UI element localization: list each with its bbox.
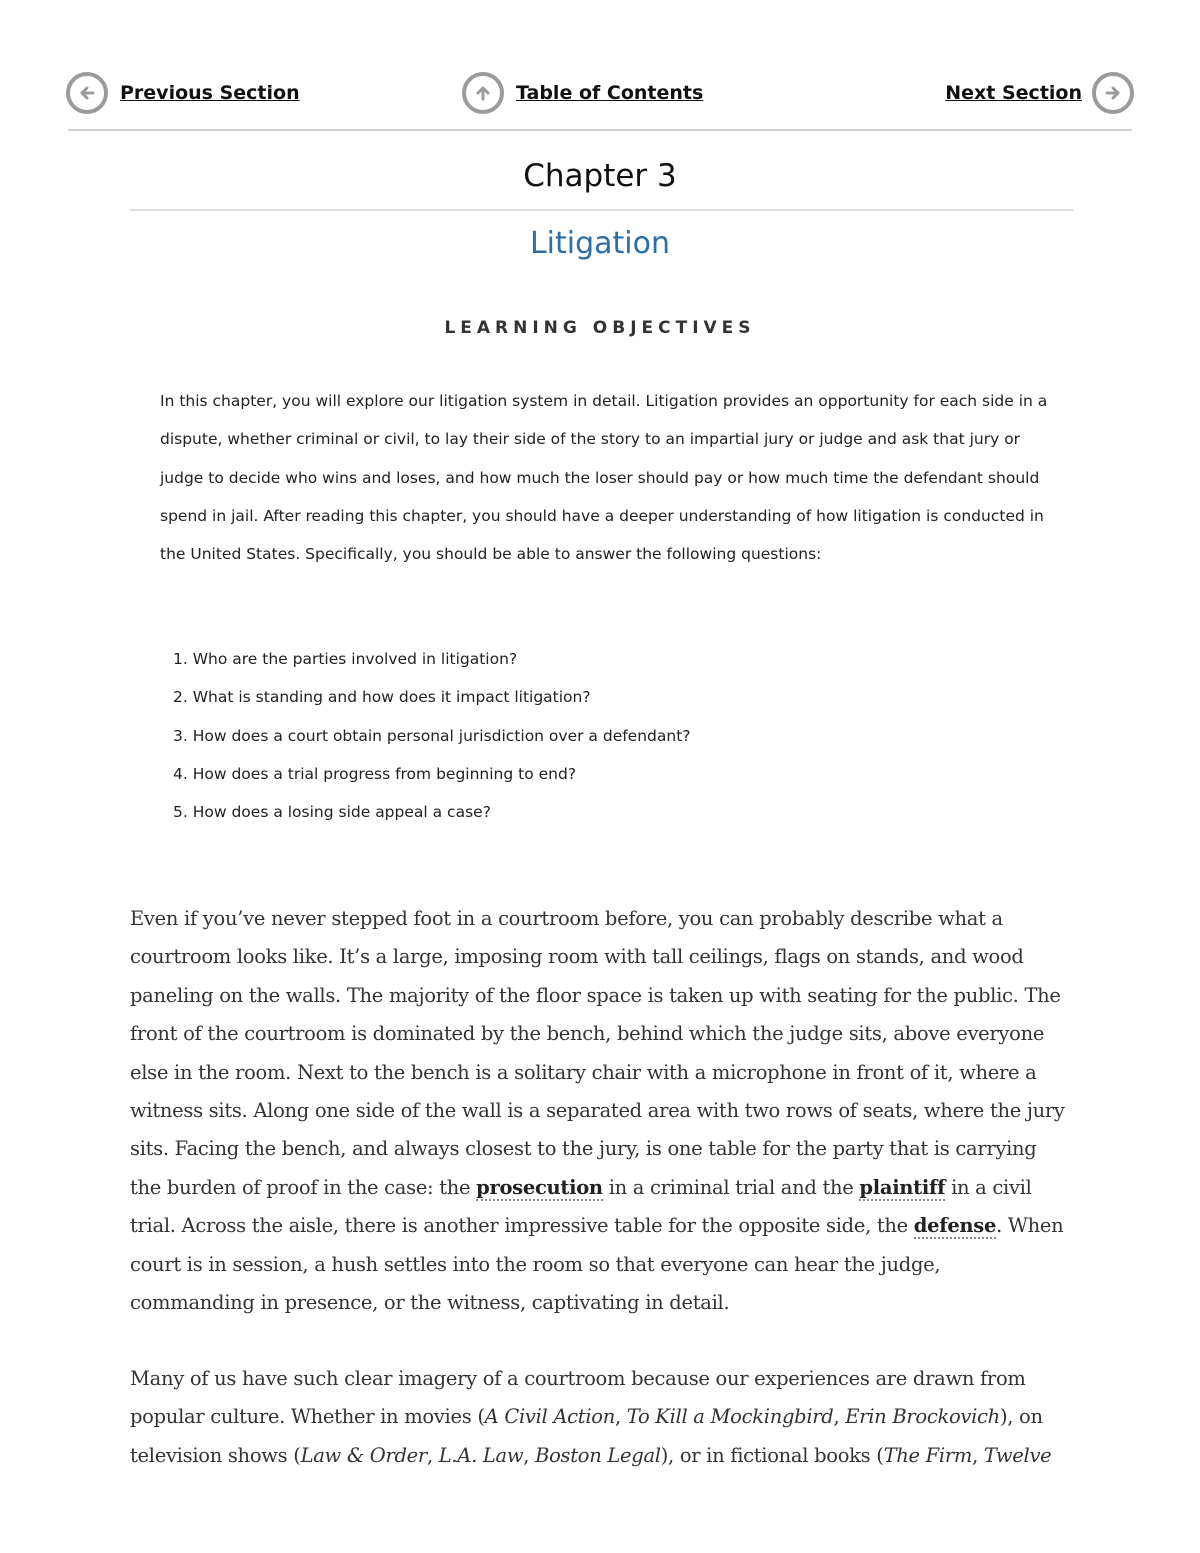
body-paragraph: [130, 1360, 1070, 1475]
chapter-divider: [130, 209, 1073, 211]
movie-title: Erin Brockovich: [845, 1405, 1000, 1429]
body-paragraph: [130, 900, 1070, 1322]
book-title: Twelve: [983, 1443, 1052, 1467]
tv-show-title: Boston Legal: [535, 1443, 661, 1467]
list-item: 5. How does a losing side appeal a case?: [173, 803, 491, 822]
list-item: 2. What is standing and how does it impact litigation?: [173, 688, 591, 707]
separator: ,: [614, 1405, 627, 1429]
glossary-term-prosecution[interactable]: prosecution: [476, 1175, 603, 1199]
learning-objectives-list: [160, 644, 1040, 835]
chapter-title: Litigation: [529, 226, 671, 261]
learning-objectives-intro: In this chapter, you will explore our litigation system in detail. Litigation provides an opportunity for each side in a dispute, whether criminal or civil, to lay their side of the story to an impartial jury or judge and ask that jury or judge to decide who wins and loses, and how much the loser should pay or how much time the defendant should spend in jail. After reading this chapter, you should have a deeper understanding of how litigation is conducted in the United States. Specifically, you should be able to answer the following questions:: [160, 392, 1048, 564]
separator: ,: [833, 1405, 846, 1429]
movie-title: To Kill a Mockingbird: [626, 1405, 834, 1429]
arrow-up-icon: [462, 72, 504, 114]
tv-show-title: Law & Order: [300, 1443, 427, 1467]
nav-divider: [68, 129, 1132, 131]
book-title: The Firm: [883, 1443, 973, 1467]
glossary-term-defense[interactable]: defense: [913, 1214, 997, 1238]
paragraph-text: ), or in fictional books (: [660, 1443, 884, 1467]
paragraph-text: ), on television shows (: [130, 1405, 1043, 1467]
paragraph-text: Even if you’ve never stepped foot in a courtroom before, you can probably describe what a courtroom looks like. It’s a large, imposing room with tall ceilings, flags on stands, and wood paneling on the walls. The majority of the floor space is taken up with seating for the public. The front of the courtroom is dominated by the bench, behind which the judge sits, above everyone else in the room. Next to the bench is a solitary chair with a microphone in front of it, where a witness sits. Along one side of the wall is a separated area with two rows of seats, where the jury sits. Facing the bench, and always closest to the jury, is one table for the party that is carrying the burden of proof in the case: the: [130, 907, 1065, 1199]
next-section-link[interactable]: [945, 72, 1134, 114]
glossary-term-plaintiff[interactable]: plaintiff: [859, 1175, 946, 1199]
separator: ,: [426, 1443, 439, 1467]
separator: ,: [972, 1443, 984, 1467]
paragraph-text: in a criminal trial and the: [602, 1175, 860, 1199]
learning-objectives-heading: LEARNING OBJECTIVES: [444, 318, 756, 338]
arrow-left-icon: [66, 72, 108, 114]
paragraph-text: . When court is in session, a hush settles into the room so that everyone can hear the judge, commanding in presence, or the witness, captivating in detail.: [130, 1214, 1064, 1315]
chapter-number: Chapter 3: [523, 158, 677, 194]
next-section-label: Next Section: [945, 82, 1082, 104]
previous-section-link[interactable]: [66, 72, 300, 114]
list-item: 3. How does a court obtain personal jurisdiction over a defendant?: [173, 726, 691, 745]
list-item: 1. Who are the parties involved in litigation?: [173, 650, 518, 668]
arrow-right-icon: [1092, 72, 1134, 114]
previous-section-label: Previous Section: [120, 82, 300, 104]
movie-title: A Civil Action: [484, 1405, 615, 1429]
list-item: 4. How does a trial progress from beginning to end?: [173, 764, 577, 783]
paragraph-text: Many of us have such clear imagery of a courtroom because our experiences are drawn from popular culture. Whether in movies (: [130, 1367, 1026, 1429]
section-navigation: [66, 72, 1134, 122]
tv-show-title: L.A. Law: [438, 1443, 524, 1467]
separator: ,: [523, 1443, 536, 1467]
table-of-contents-label: Table of Contents: [516, 82, 704, 104]
table-of-contents-link[interactable]: [462, 72, 703, 114]
paragraph-text: in a civil trial. Across the aisle, there is another impressive table for the opposite side, the: [130, 1175, 1032, 1238]
